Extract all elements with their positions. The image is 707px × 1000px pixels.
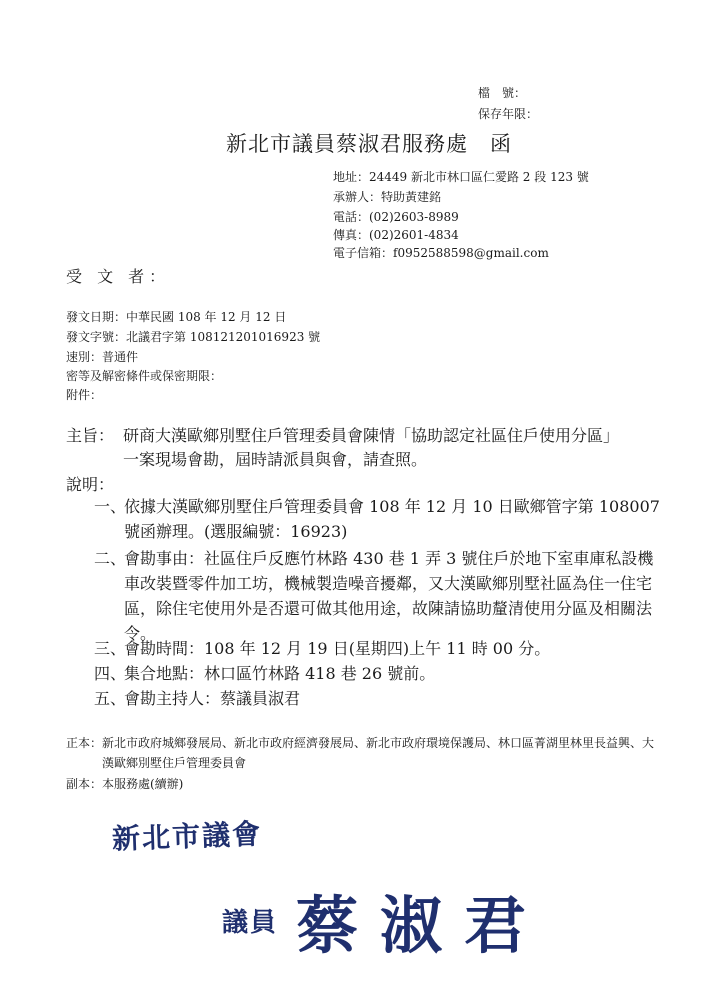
attachment-label: 附件：	[66, 388, 103, 402]
council-seal-text: 新北市議會	[111, 817, 263, 856]
explanation-item	[94, 636, 664, 661]
councilor-name-seal: 蔡淑君	[296, 889, 549, 962]
issue-date: 發文日期：中華民國 108 年 12 月 12 日	[66, 310, 287, 324]
main-recipients-label: 正本：	[66, 736, 103, 750]
archive-number-label: 檔 號：	[478, 86, 527, 100]
reference-number: 發文字號：北議君字第 108121201016923 號	[66, 330, 321, 344]
item-number: 四、	[94, 664, 127, 683]
item-number: 一、	[94, 497, 127, 516]
security-level: 密等及解密條件或保密期限：	[66, 369, 223, 383]
copy-recipients-label: 副本：	[66, 777, 103, 791]
explanation-item	[94, 661, 664, 686]
item-text: 會勘事由：社區住戶反應竹林路 430 巷 1 弄 3 號住戶於地下室車庫私設機車改裝暨零件加工坊，機械製造噪音擾鄰，又大漢歐鄉別墅社區為住一住宅區，除住宅使用外是否還可做其他用途，故陳請協助釐清使用分區及相關法令。	[124, 549, 654, 643]
delivery-speed: 速別：普通件	[66, 350, 139, 364]
item-text: 會勘主持人：蔡議員淑君	[124, 689, 301, 708]
contact-handler: 承辦人：特助黃建銘	[333, 190, 442, 204]
subject-line-1: 研商大漢歐鄉別墅住戶管理委員會陳情「協助認定社區住戶使用分區」	[123, 426, 620, 445]
explanation-item	[94, 686, 664, 711]
councilor-title-seal: 議員	[222, 908, 279, 938]
copy-recipients	[66, 774, 656, 794]
recipient-label: 受 文 者：	[66, 267, 171, 286]
item-number: 二、	[94, 549, 127, 568]
explanation-item	[94, 546, 664, 646]
retention-period-label: 保存年限：	[478, 107, 539, 121]
item-number: 三、	[94, 639, 127, 658]
contact-fax: 傳真：(02)2601-4834	[333, 228, 459, 242]
explanation-item	[94, 494, 664, 544]
item-text: 會勘時間：108 年 12 月 19 日(星期四)上午 11 時 00 分。	[124, 639, 551, 658]
contact-phone: 電話：(02)2603-8989	[333, 210, 459, 224]
subject-section	[66, 424, 666, 472]
item-number: 五、	[94, 689, 127, 708]
item-text: 依據大漢歐鄉別墅住戶管理委員會 108 年 12 月 10 日歐鄉管字第 108007 號函辦理。(選服編號：16923)	[124, 497, 660, 541]
document-title: 新北市議員蔡淑君服務處 函	[226, 132, 512, 156]
contact-address: 地址：24449 新北市林口區仁愛路 2 段 123 號	[333, 170, 589, 184]
subject-line-2: 一案現場會勘，屆時請派員與會，請查照。	[123, 450, 428, 469]
explanation-label: 說明：	[66, 475, 115, 494]
contact-email: 電子信箱：f0952588598@gmail.com	[333, 246, 549, 260]
main-recipients-text: 新北市政府城鄉發展局、新北市政府經濟發展局、新北市政府環境保護局、林口區菁湖里林里長益興、大漢歐鄉別墅住戶管理委員會	[102, 736, 655, 770]
subject-label: 主旨：	[66, 426, 115, 445]
copy-recipients-text: 本服務處(續辦)	[102, 777, 184, 791]
item-text: 集合地點：林口區竹林路 418 巷 26 號前。	[124, 664, 436, 683]
main-recipients	[66, 733, 656, 773]
